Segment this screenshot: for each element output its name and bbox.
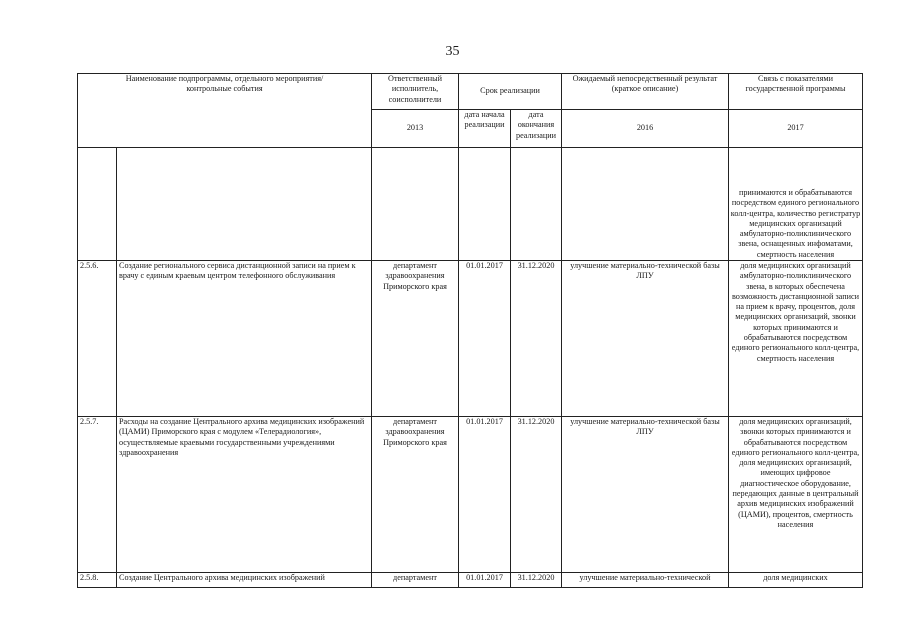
row-number [78,148,117,261]
row-link: доля медицинских [729,573,863,588]
row-responsible [372,148,459,261]
row-name: Создание регионального сервиса дистанционной записи на прием к врачу с единым краевым центром телефонного обслуживания [117,261,372,417]
row-start: 01.01.2017 [459,261,511,417]
header-responsible: Ответственный исполнитель, соисполнители [372,74,459,110]
row-name: Создание Центрального архива медицинских изображений [117,573,372,588]
row-link: доля медицинских организаций, звонки которых принимаются и обрабатываются посредством единого регионального колл-центра, доля медицинских организаций, имеющих цифровое диагностическое оборудование, передающих данные в центральный архив медицинских изображений (ЦАМИ), процентов, смертность населения [729,417,863,573]
row-start [459,148,511,261]
row-number: 2.5.8. [78,573,117,588]
row-link: принимаются и обрабатываются посредством единого регионального колл-центра, количество регистратур медицинских организаций амбулаторно-поликлинического звена, оснащенных инфоматами, смертность населения [729,148,863,261]
row-name [117,148,372,261]
header-end-date: дата окончания реализации [511,110,562,148]
row-end [511,148,562,261]
header-2013: 2013 [372,110,459,148]
header-2016: 2016 [562,110,729,148]
row-end: 31.12.2020 [511,573,562,588]
row-end: 31.12.2020 [511,417,562,573]
row-responsible: департамент [372,573,459,588]
row-result: улучшение материально-технической [562,573,729,588]
row-number: 2.5.7. [78,417,117,573]
row-start: 01.01.2017 [459,417,511,573]
row-result: улучшение материально-технической базы ЛПУ [562,261,729,417]
header-result: Ожидаемый непосредственный результат (краткое описание) [562,74,729,110]
row-result [562,148,729,261]
row-name: Расходы на создание Центрального архива медицинских изображений (ЦАМИ) Приморского края с модулем «Телерадиология», осуществляемые краевыми государственными учреждениями здравоохранения [117,417,372,573]
table-row [78,417,863,573]
header-link: Связь с показателями государственной программы [729,74,863,110]
row-start: 01.01.2017 [459,573,511,588]
row-result: улучшение материально-технической базы ЛПУ [562,417,729,573]
table-row [78,573,863,588]
header-2017: 2017 [729,110,863,148]
row-number: 2.5.6. [78,261,117,417]
row-responsible: департамент здравоохранения Приморского края [372,417,459,573]
row-responsible: департамент здравоохранения Приморского края [372,261,459,417]
header-period: Срок реализации [459,74,562,110]
table-row [78,261,863,417]
page-number: 35 [445,44,460,59]
header-start-date: дата начала реализации [459,110,511,148]
table-row [78,148,863,261]
row-link: доля медицинских организаций амбулаторно-поликлинического звена, в которых обеспечена возможность дистанционной записи на прием к врачу, процентов, доля медицинских организаций, звонки которых принимаются и обрабатываются посредством единого регионального колл-центра, смертность населения [729,261,863,417]
header-name: Наименование подпрограммы, отдельного мероприятия/контрольные события [78,74,372,148]
program-events-table [77,73,863,588]
row-end: 31.12.2020 [511,261,562,417]
